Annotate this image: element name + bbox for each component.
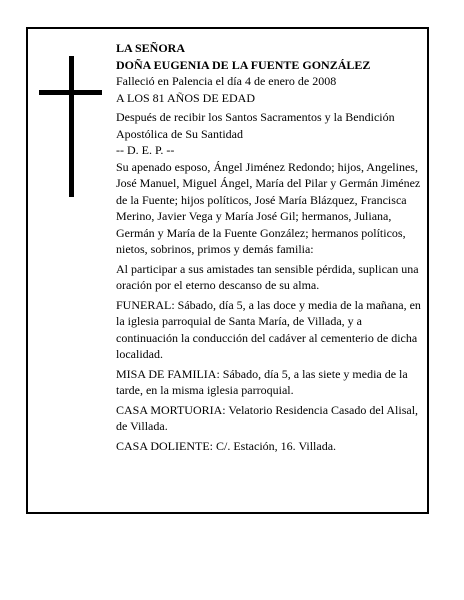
obituary-text	[116, 40, 424, 457]
cross-horizontal-bar	[39, 90, 102, 95]
home-paragraph: CASA DOLIENTE: C/. Estación, 16. Villada.	[116, 438, 337, 453]
cross-vertical-bar	[69, 56, 74, 197]
dep-line: -- D. E. P. --	[116, 143, 175, 157]
obituary-card	[26, 27, 429, 514]
notice-title: LA SEÑORA	[116, 41, 186, 55]
request-paragraph: Al participar a sus amistades tan sensible pérdida, suplican una oración por el eterno descanso de su alma.	[116, 261, 419, 292]
mass-paragraph: MISA DE FAMILIA: Sábado, día 5, a las siete y media de la tarde, en la misma iglesia parroquial.	[116, 366, 408, 397]
death-date: Falleció en Palencia el día 4 de enero de 2008	[116, 74, 337, 88]
age-line: A LOS 81 AÑOS DE EDAD	[116, 90, 256, 105]
family-paragraph: Su apenado esposo, Ángel Jiménez Redondo; hijos, Angelines, José Manuel, Miguel Ángel, María del Pilar y Germán Jiménez de la Fuente; hijos políticos, José María Blázquez, Francisca Merino, Javier Vega y María José Gil; hermanos, Juliana, Germán y María de la Fuente González; hermanos políticos, nietos, sobrinos, primos y demás familia:	[116, 159, 421, 256]
deceased-name: DOÑA EUGENIA DE LA FUENTE GONZÁLEZ	[116, 57, 371, 72]
funeral-paragraph: FUNERAL: Sábado, día 5, a las doce y media de la mañana, en la iglesia parroquial de Santa María, de Villada, y a continuación la conducción del cadáver al cementerio de dicha localidad.	[116, 297, 421, 361]
mortuary-paragraph: CASA MORTUORIA: Velatorio Residencia Casado del Alisal, de Villada.	[116, 402, 419, 433]
sacraments-line: Después de recibir los Santos Sacramentos y la Bendición Apostólica de Su Santidad	[116, 110, 395, 141]
